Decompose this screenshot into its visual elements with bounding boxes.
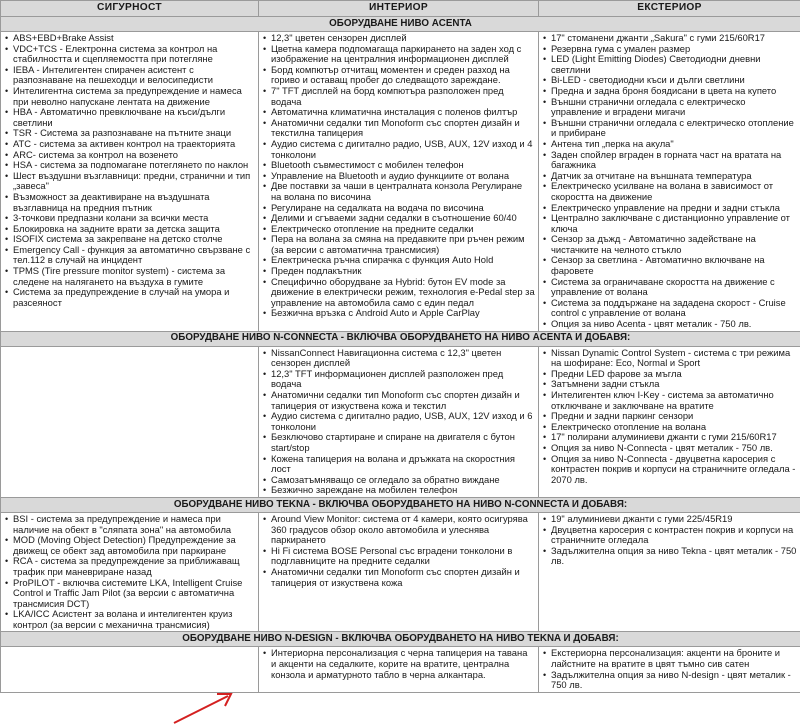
section-band-row <box>1 331 800 346</box>
list-item: • Опция за нивo N-Connecta - двуцветна каросерия с контрастен покрив и корпуси на страничните огледала - 2070 лв. <box>542 454 797 486</box>
list-item: • Nissan Dynamic Control System - система с три режима на шофиране: Eco, Normal и Sport <box>542 348 797 369</box>
list-item: • Задължителна опция за нивo Tekna - цвят металик - 750 лв. <box>542 546 797 567</box>
list-item: • BSI - система за предупреждение и намеса при наличие на обект в "сляпата зона" на автомобила <box>4 514 255 535</box>
cell-safety <box>1 32 259 332</box>
header-safety: СИГУРНОСТ <box>1 1 259 17</box>
list-item: • Делими и сгъваеми задни седалки в съотношение 60/40 <box>262 213 535 224</box>
list-item: • HSA - система за подпомагане потеглянето по наклон <box>4 160 255 171</box>
list-item: • Предни и задни паркинг сензори <box>542 411 797 422</box>
section-content-row <box>1 512 800 632</box>
section-content-row <box>1 32 800 332</box>
cell-exterior <box>539 512 800 632</box>
cell-safety <box>1 512 259 632</box>
list-item: • Електрическо отопление на предните седалки <box>262 224 535 235</box>
list-item: • Външни странични огледала с електрическо управление и вградени мигачи <box>542 97 797 118</box>
cell-safety <box>1 346 259 497</box>
list-item: • Борд компютър отчитащ моментен и среден разход на гориво и оставащ пробег до следващото зареждане. <box>262 65 535 86</box>
list-item: • LKA/ICC Асистент за волана и интелигентен круиз контрол (за версии с механична трансмисия) <box>4 609 255 630</box>
list-item: • Цветна камера подпомагаща паркирането на заден ход с изображение на централния информационен дисплей <box>262 44 535 65</box>
list-item: • Датчик за отчитане на външната температура <box>542 171 797 182</box>
list-item: • Специфично оборудване за Hybrid: бутон EV mode за движение в електрически режим, технология e-Pedal step за управление на автомобила само с един педал <box>262 277 535 309</box>
item-list <box>4 514 255 631</box>
section-content-row <box>1 647 800 692</box>
item-list <box>542 348 797 486</box>
list-item: • Управление на Bluetooth и аудио функциите от волана <box>262 171 535 182</box>
list-item: • 12,3" цветен сензорен дисплей <box>262 33 535 44</box>
list-item: • Антена тип „перка на акула" <box>542 139 797 150</box>
column-header-row <box>1 1 800 17</box>
list-item: • Опция за нивo Acenta - цвят металик - 750 лв. <box>542 319 797 330</box>
header-exterior: ЕКСТЕРИОР <box>539 1 800 17</box>
cell-interior <box>259 32 539 332</box>
list-item: • Предна и задна броня боядисани в цвета на купето <box>542 86 797 97</box>
list-item: • Безжично зареждане на мобилен телефон <box>262 485 535 496</box>
list-item: • Самозатъмняващо се огледало за обратно виждане <box>262 475 535 486</box>
list-item: • Екстериорна персонализация: акценти на броните и лайстните на вратите в цвят тъмно сив сатен <box>542 648 797 669</box>
list-item: • Аудио система с дигитално радио, USB, AUX, 12V изход и 4 тонколони <box>262 139 535 160</box>
list-item: • RCA - система за предупреждение за приближаващ трафик при маневриране назад <box>4 556 255 577</box>
cell-safety <box>1 647 259 692</box>
list-item: • Електрическа ръчна спирачка с функция Auto Hold <box>262 255 535 266</box>
list-item: • ATC - система за активен контрол на траекторията <box>4 139 255 150</box>
list-item: • Безключово стартиране и спиране на двигателя с бутон start/stop <box>262 432 535 453</box>
cell-interior <box>259 512 539 632</box>
list-item: • Emergency Call - функция за автоматично свързване с тел.112 в случай на инцидент <box>4 245 255 266</box>
list-item: • ARC- система за контрол на возенето <box>4 150 255 161</box>
item-list <box>542 514 797 567</box>
list-item: • Затъмнени задни стъкла <box>542 379 797 390</box>
list-item: • Bluetooth съвместимост с мобилен телефон <box>262 160 535 171</box>
list-item: • Резервна гума с умален размер <box>542 44 797 55</box>
list-item: • 7" TFT дисплей на борд компютъра разположен пред водача <box>262 86 535 107</box>
cell-exterior <box>539 647 800 692</box>
list-item: • Кожена тапицерия на волана и дръжката на скоростния лост <box>262 454 535 475</box>
list-item: • ISOFIX система за закрепване на детско столче <box>4 234 255 245</box>
section-band-row <box>1 17 800 32</box>
section-title: ОБОРУДВАНЕ НИВО TEKNA - ВКЛЮЧВА ОБОРУДВАНЕТО НА НИВО N-CONNECTA И ДОБАВЯ: <box>1 497 800 512</box>
list-item: • Блокировка на задните врати за детска защита <box>4 224 255 235</box>
cell-exterior <box>539 346 800 497</box>
list-item: • Интелигентен ключ I-Key - система за автоматично отключване и заключване на вратите <box>542 390 797 411</box>
list-item: • Двуцветна каросерия с контрастен покрив и корпуси на страничните огледала <box>542 525 797 546</box>
list-item: • Сензор за светлина - Автоматично включване на фаровете <box>542 255 797 276</box>
list-item: • Две поставки за чаши в централната конзола Регулиране на волана по височина <box>262 181 535 202</box>
list-item: • Възможност за деактивиране на въздушната възглавница на предния пътник <box>4 192 255 213</box>
list-item: • Система за ограничаване скоростта на движение с управление от волана <box>542 277 797 298</box>
item-list <box>542 33 797 330</box>
table-body <box>1 17 800 693</box>
list-item: • Hi Fi система BOSE Personal със вградени тонколони в подглавниците на предните седалки <box>262 546 535 567</box>
list-item: • Сензор за дъжд - Автоматично задействане на чистачките на челното стъкло <box>542 234 797 255</box>
list-item: • 17" полирани алуминиеви джанти с гуми 215/60R17 <box>542 432 797 443</box>
list-item: • ABS+EBD+Brake Assist <box>4 33 255 44</box>
list-item: • Електрическо отопление на волана <box>542 422 797 433</box>
list-item: • 3-точкови предпазни колани за всички места <box>4 213 255 224</box>
list-item: • Анатомични седалки тип Monoform със спортен дизайн и тапицерия от изкуствена кожа <box>262 567 535 588</box>
arrow-shaft <box>174 696 228 723</box>
section-title: ОБОРУДВАНЕ НИВО N-CONNECTA - ВКЛЮЧВА ОБОРУДВАНЕТО НА НИВО ACENTA И ДОБАВЯ: <box>1 331 800 346</box>
item-list <box>4 33 255 308</box>
cell-interior <box>259 346 539 497</box>
list-item: • Анатомични седалки тип Monoform със спортен дизайн и тапицерия от изкуствена кожа и текстил <box>262 390 535 411</box>
list-item: • Анатомични седалки тип Monoform със спортен дизайн и текстилна тапицерия <box>262 118 535 139</box>
item-list <box>262 648 535 680</box>
list-item: • ProPILOT - включва системите LKA, Intelligent Cruise Control и Traffic Jam Pilot (за версии с автоматична трансмисия DCT) <box>4 578 255 610</box>
list-item: • Регулиране на седалката на водача по височина <box>262 203 535 214</box>
list-item: • Централно заключване с дистанционно управление от ключа <box>542 213 797 234</box>
list-item: • Предни LED фарове за мъгла <box>542 369 797 380</box>
list-item: • Пера на волана за смяна на предавките при ръчен режим (за версии с автоматична трансмисия) <box>262 234 535 255</box>
item-list <box>262 514 535 588</box>
list-item: • Задължителна опция за нивo N-design - цвят металик - 750 лв. <box>542 670 797 691</box>
list-item: • Опция за нивo N-Connecta - цвят металик - 750 лв. <box>542 443 797 454</box>
list-item: • Система за предупреждение в случай на умора и разсеяност <box>4 287 255 308</box>
cell-exterior <box>539 32 800 332</box>
list-item: • TSR - Система за разпознаване на пътните знаци <box>4 128 255 139</box>
list-item: • Система за поддържане на зададена скорост - Cruise control с управление от волана <box>542 298 797 319</box>
item-list <box>262 33 535 319</box>
item-list <box>542 648 797 690</box>
list-item: • Електрическо управление на предни и задни стъкла <box>542 203 797 214</box>
section-content-row <box>1 346 800 497</box>
list-item: • LED (Light Emitting Diodes) Светодиодни дневни светлини <box>542 54 797 75</box>
list-item: • Интериорна персонализация с черна тапицерия на тавана и акценти на седалките, корите на вратите, централна конзола и арматурното табло в черна алкантара. <box>262 648 535 680</box>
list-item: • 12,3" TFT информационен дисплей разположен пред водача <box>262 369 535 390</box>
header-interior: ИНТЕРИОР <box>259 1 539 17</box>
section-title: ОБОРУДВАНЕ НИВО ACENTA <box>1 17 800 32</box>
list-item: • MOD (Moving Object Detection) Предупреждение за движещ се обект зад автомобила при паркиране <box>4 535 255 556</box>
list-item: • Автоматична климатична инсталация с поленов филтър <box>262 107 535 118</box>
section-band-row <box>1 497 800 512</box>
list-item: • TPMS (Tire pressure monitor system) - система за следене на налягането на въздуха в гумите <box>4 266 255 287</box>
list-item: • VDC+TCS - Електронна система за контрол на стабилността и сцепляемостта при потегляне <box>4 44 255 65</box>
list-item: • Заден спойлер вграден в горната част на вратата на багажника <box>542 150 797 171</box>
list-item: • 19" алуминиеви джанти с гуми 225/45R19 <box>542 514 797 525</box>
cell-interior <box>259 647 539 692</box>
list-item: • Електрическо усилване на волана в зависимост от скоростта на движение <box>542 181 797 202</box>
list-item: • Шест въздушни възглавници: предни, странични и тип „завеса" <box>4 171 255 192</box>
list-item: • NissanConnect Навигационна система с 12,3" цветен сензорен дисплей <box>262 348 535 369</box>
section-band-row <box>1 632 800 647</box>
list-item: • Преден подлакътник <box>262 266 535 277</box>
item-list <box>262 348 535 496</box>
list-item: • Външни странични огледала с електрическо отопление и прибиране <box>542 118 797 139</box>
list-item: • Around View Monitor: система от 4 камери, която осигурява 360 градусов обзор около автомобила и улеснява паркирането <box>262 514 535 546</box>
list-item: • 17" стоманени джанти „Sakura" с гуми 215/60R17 <box>542 33 797 44</box>
list-item: • IEBA - Интелигентен спирачен асистент с разпознаване на пешеходци и велосипедисти <box>4 65 255 86</box>
red-arrow-icon <box>170 690 240 724</box>
list-item: • HBA - Автоматично превключване на къси/дълги светлини <box>4 107 255 128</box>
list-item: • Bi-LED - светодиодни къси и дълги светлини <box>542 75 797 86</box>
list-item: • Безжична връзка с Android Auto и Apple CarPlay <box>262 308 535 319</box>
list-item: • Интелигентна система за предупреждение и намеса при неволно напускане лентата на движение <box>4 86 255 107</box>
list-item: • Аудио система с дигитално радио, USB, AUX, 12V изход и 6 тонколони <box>262 411 535 432</box>
section-title: ОБОРУДВАНЕ НИВО N-DESIGN - ВКЛЮЧВА ОБОРУДВАНЕТО НА НИВО TEKNA И ДОБАВЯ: <box>1 632 800 647</box>
